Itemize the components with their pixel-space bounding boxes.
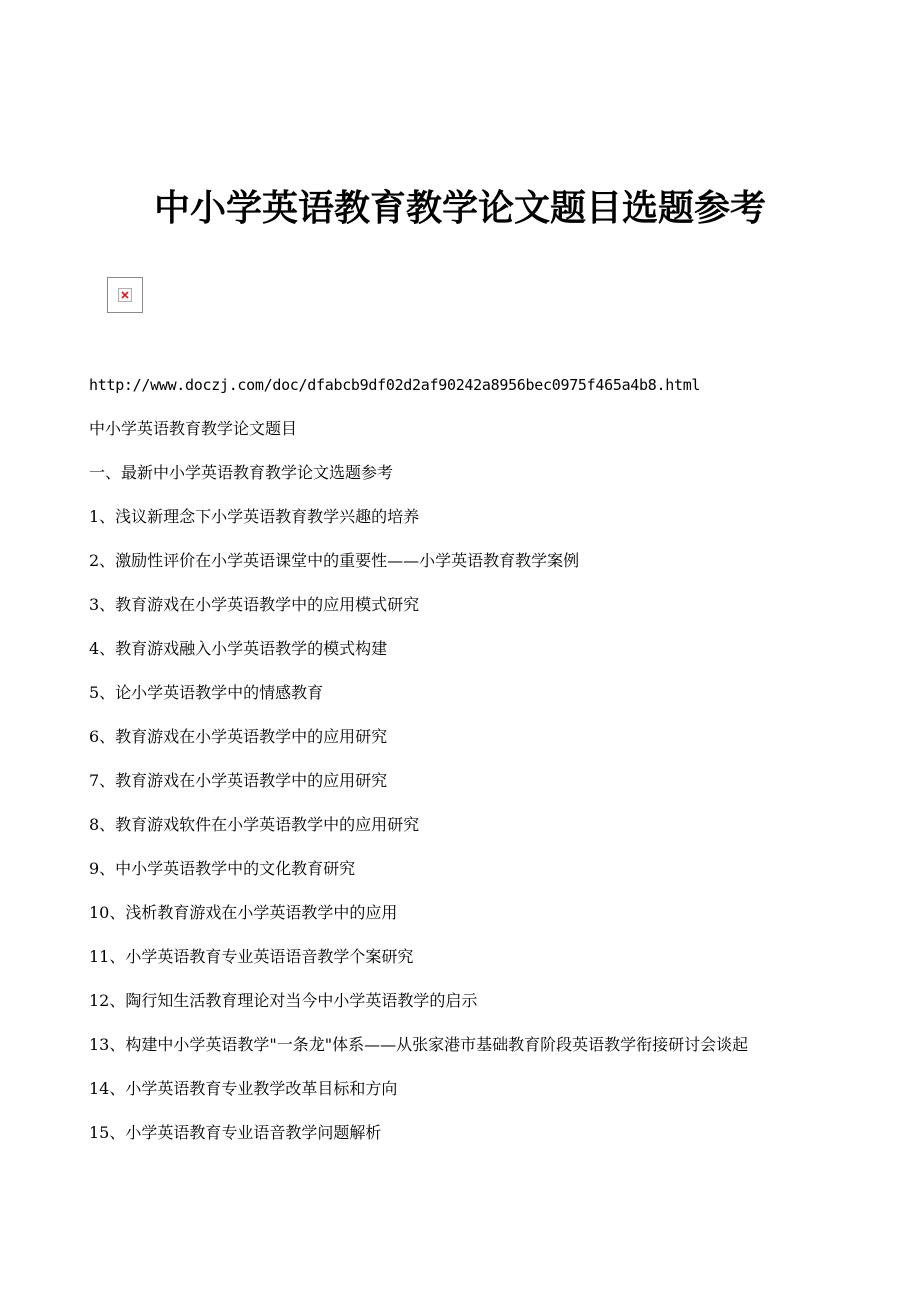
- list-item: 12、陶行知生活教育理论对当今中小学英语教学的启示: [89, 991, 478, 1010]
- list-item: 10、浅析教育游戏在小学英语教学中的应用: [89, 903, 398, 922]
- list-item: 13、构建中小学英语教学"一条龙"体系——从张家港市基础教育阶段英语教学衔接研讨会谈起: [89, 1035, 749, 1054]
- document-body: [89, 373, 834, 1165]
- list-item: 14、小学英语教育专业教学改革目标和方向: [89, 1079, 398, 1098]
- document-subtitle: 中小学英语教育教学论文题目: [89, 419, 298, 438]
- list-item: 15、小学英语教育专业语音教学问题解析: [89, 1123, 382, 1142]
- list-item: 11、小学英语教育专业英语语音教学个案研究: [89, 947, 414, 966]
- source-url[interactable]: http://www.doczj.com/doc/dfabcb9df02d2af90242a8956bec0975f465a4b8.html: [89, 376, 701, 394]
- list-item: 6、教育游戏在小学英语教学中的应用研究: [89, 727, 388, 746]
- section-heading: 一、最新中小学英语教育教学论文选题参考: [89, 463, 394, 482]
- list-item: 1、浅议新理念下小学英语教育教学兴趣的培养: [89, 507, 420, 526]
- list-item: 2、激励性评价在小学英语课堂中的重要性——小学英语教育教学案例: [89, 551, 580, 570]
- list-item: 9、中小学英语教学中的文化教育研究: [89, 859, 356, 878]
- list-item: 4、教育游戏融入小学英语教学的模式构建: [89, 639, 388, 658]
- broken-image-placeholder: [107, 277, 143, 313]
- broken-image-icon: [118, 288, 132, 302]
- list-item: 3、教育游戏在小学英语教学中的应用模式研究: [89, 595, 420, 614]
- list-item: 8、教育游戏软件在小学英语教学中的应用研究: [89, 815, 420, 834]
- list-item: 5、论小学英语教学中的情感教育: [89, 683, 324, 702]
- document-title: 中小学英语教育教学论文题目选题参考: [153, 187, 766, 229]
- list-item: 7、教育游戏在小学英语教学中的应用研究: [89, 771, 388, 790]
